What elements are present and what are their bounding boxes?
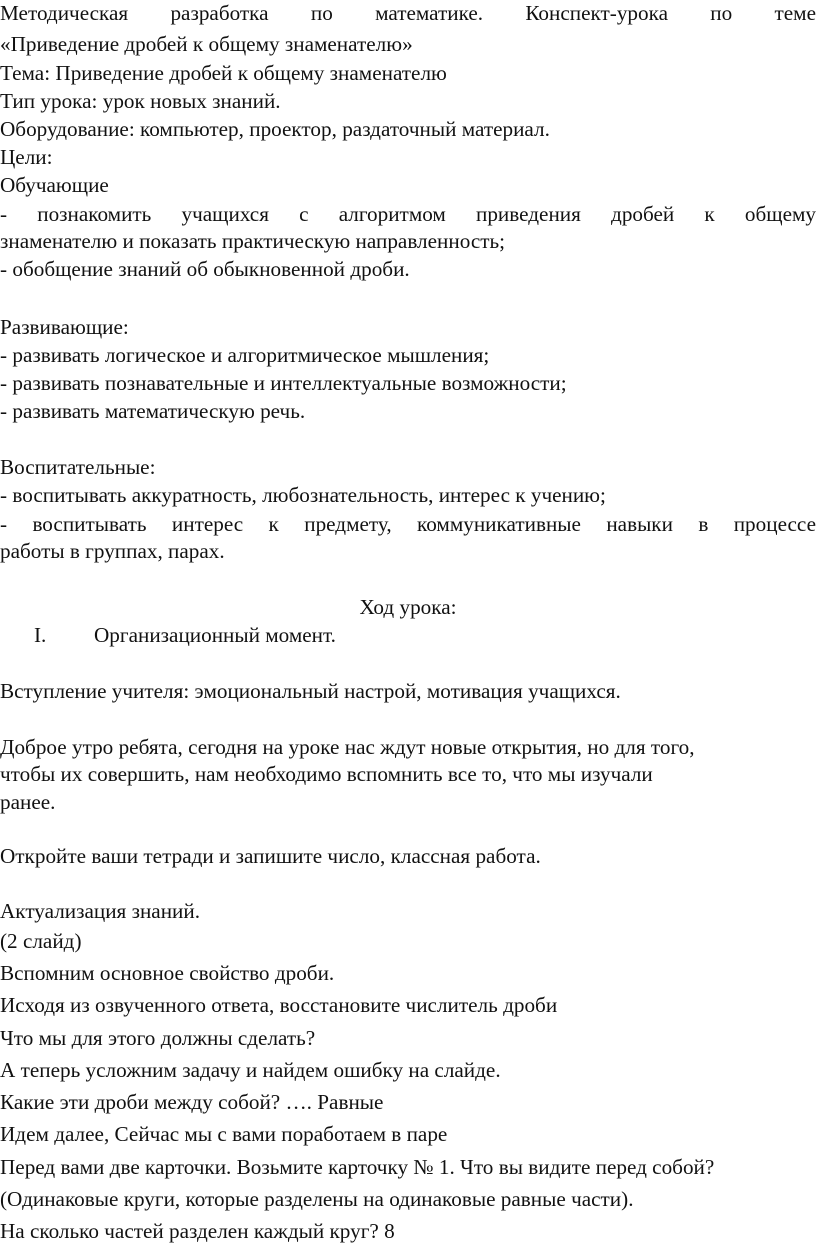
actualization-line-7: Какие эти дроби между собой? …. Равные: [0, 1090, 384, 1114]
notebooks-instruction: Откройте ваши тетради и запишите число, классная работа.: [0, 844, 541, 868]
teaching-goal-1-line-1: - познакомить учащихся с алгоритмом приведения дробей к общему: [0, 202, 816, 226]
stage-1-title: Организационный момент.: [94, 623, 336, 647]
title-line-2: «Приведение дробей к общему знаменателю»: [0, 32, 413, 56]
educational-goal-2-line-1: - воспитывать интерес к предмету, коммуникативные навыки в процессе: [0, 512, 816, 536]
teaching-goal-2: - обобщение знаний об обыкновенной дроби.: [0, 257, 410, 281]
developing-goal-3: - развивать математическую речь.: [0, 399, 306, 423]
title-line-1: Методическая разработка по математике. Конспект-урока по теме: [0, 1, 816, 25]
developing-goal-1: - развивать логическое и алгоритмическое мышления;: [0, 343, 490, 367]
teaching-goal-1-line-2: знаменателю и показать практическую направленность;: [0, 229, 506, 253]
actualization-line-8: Идем далее, Сейчас мы с вами поработаем в паре: [0, 1122, 448, 1146]
actualization-line-11: На сколько частей разделен каждый круг? 8: [0, 1219, 395, 1243]
teaching-goals-heading: Обучающие: [0, 173, 109, 197]
developing-goal-2: - развивать познавательные и интеллектуальные возможности;: [0, 371, 567, 395]
actualization-line-5: Что мы для этого должны сделать?: [0, 1026, 316, 1050]
actualization-line-1: Актуализация знаний.: [0, 899, 201, 923]
greeting-line-3: ранее.: [0, 790, 56, 814]
greeting-line-2: чтобы их совершить, нам необходимо вспомнить все то, что мы изучали: [0, 762, 653, 786]
actualization-line-2: (2 слайд): [0, 929, 82, 953]
lesson-course-heading: Ход урока:: [359, 595, 457, 619]
goals-heading: Цели:: [0, 145, 53, 169]
topic-line: Тема: Приведение дробей к общему знаменателю: [0, 61, 447, 85]
actualization-line-9: Перед вами две карточки. Возьмите карточку № 1. Что вы видите перед собой?: [0, 1155, 715, 1179]
actualization-line-10: (Одинаковые круги, которые разделены на одинаковые равные части).: [0, 1187, 634, 1211]
actualization-line-4: Исходя из озвученного ответа, восстановите числитель дроби: [0, 993, 558, 1017]
educational-goals-heading: Воспитательные:: [0, 455, 156, 479]
actualization-line-6: А теперь усложним задачу и найдем ошибку на слайде.: [0, 1058, 501, 1082]
lesson-type-line: Тип урока: урок новых знаний.: [0, 89, 281, 113]
equipment-line: Оборудование: компьютер, проектор, раздаточный материал.: [0, 117, 550, 141]
teacher-intro: Вступление учителя: эмоциональный настрой, мотивация учащихся.: [0, 679, 621, 703]
educational-goal-2-line-2: работы в группах, парах.: [0, 539, 225, 563]
actualization-line-3: Вспомним основное свойство дроби.: [0, 961, 335, 985]
greeting-line-1: Доброе утро ребята, сегодня на уроке нас ждут новые открытия, но для того,: [0, 735, 695, 759]
educational-goal-1: - воспитывать аккуратность, любознательность, интерес к учению;: [0, 483, 606, 507]
developing-goals-heading: Развивающие:: [0, 315, 129, 339]
stage-1-number: I.: [34, 623, 47, 647]
